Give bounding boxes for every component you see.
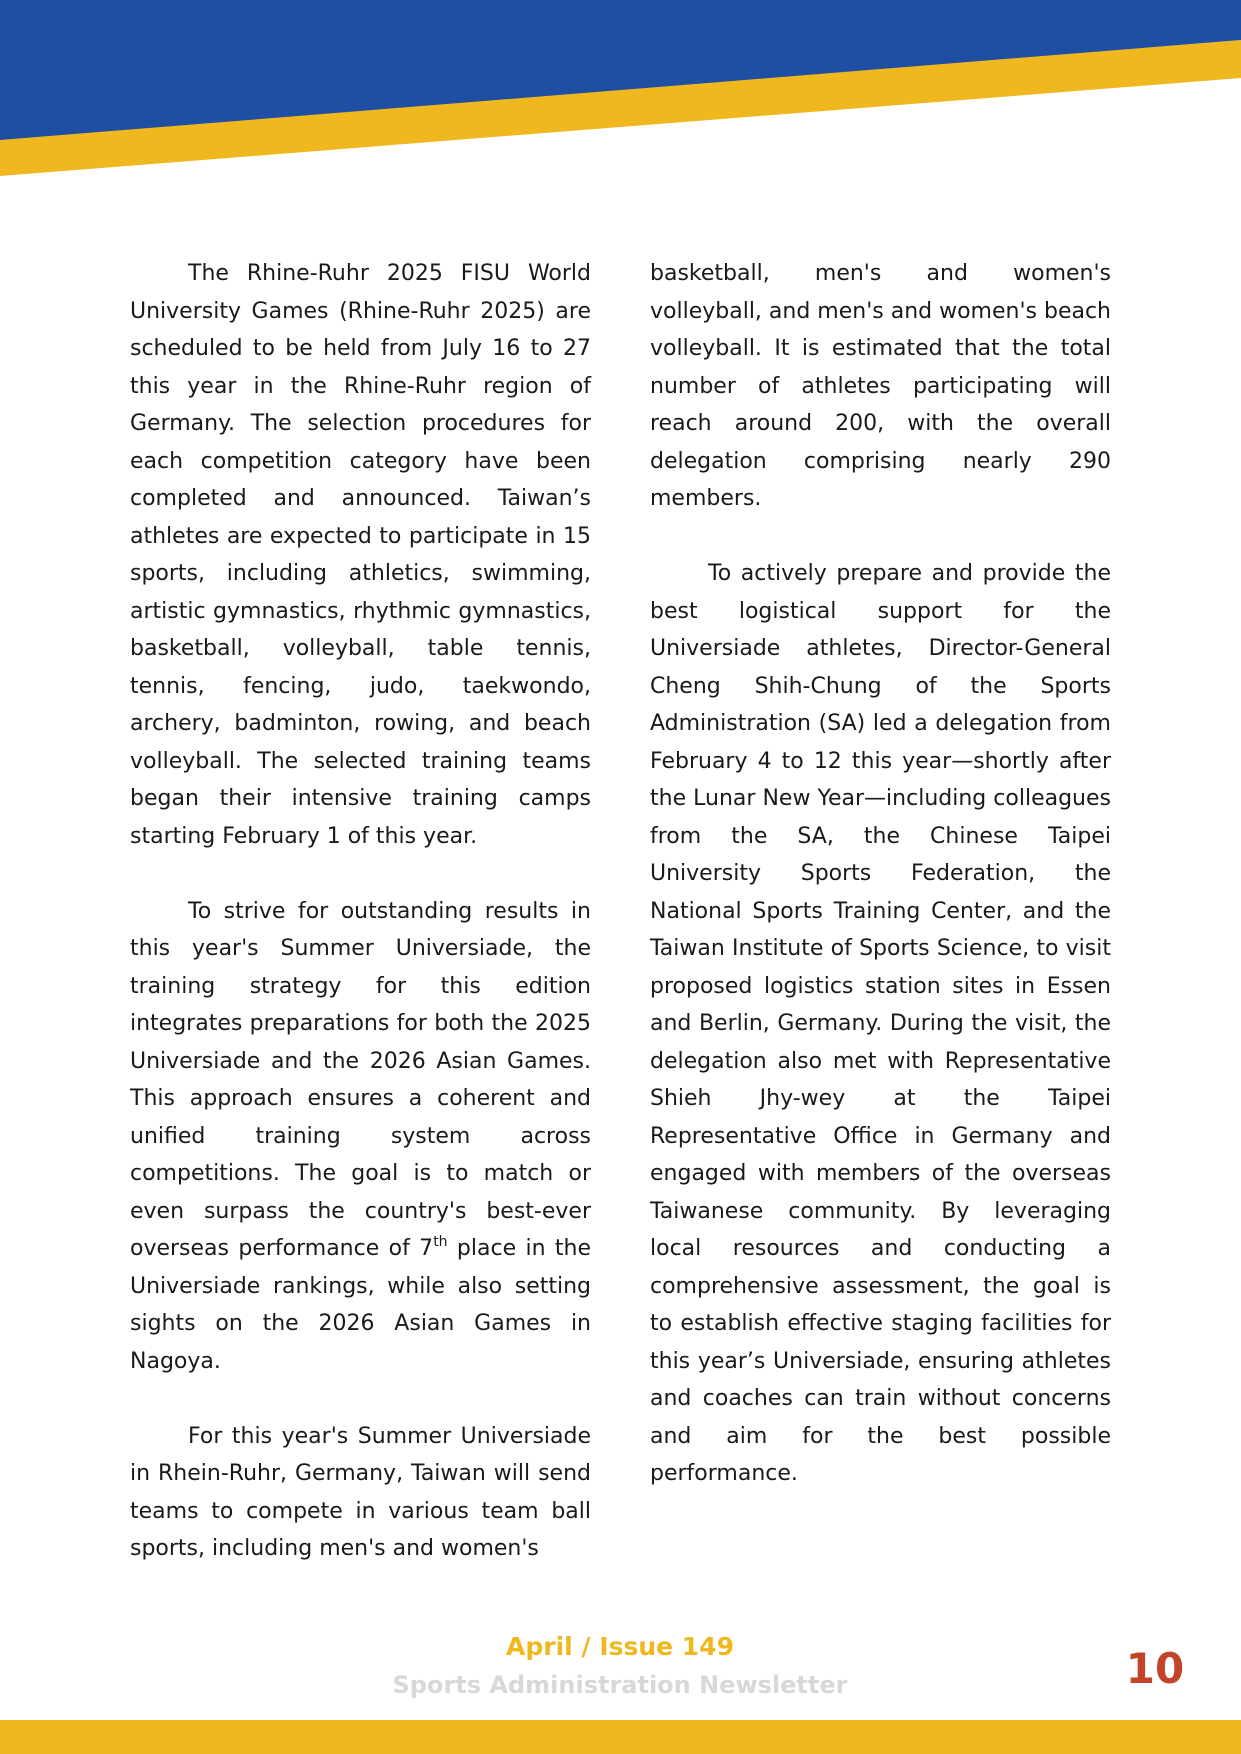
ordinal-suffix: th — [433, 1234, 448, 1250]
paragraph-training-strategy — [130, 893, 591, 1381]
article-left-column — [130, 255, 591, 1605]
issue-label: April / Issue 149 — [506, 1632, 734, 1661]
article-right-column — [650, 255, 1111, 1530]
header-decoration — [0, 0, 1241, 180]
footer-bar — [0, 1720, 1241, 1754]
paragraph-logistics-visit: To actively prepare and provide the best logistical support for the Universiade athletes, Director-General Cheng Shih-Chung of the Sports Administration (SA) led a delegation from February 4 to 12 this year—shortly after the Lunar New Year—including colleagues from the SA, the Chinese Taipei University Sports Federation, the National Sports Training Center, and the Taiwan Institute of Sports Science, to visit proposed logistics station sites in Essen and Berlin, Germany. During the visit, the delegation also met with Representative Shieh Jhy-wey at the Taipei Representative Office in Germany and engaged with members of the overseas Taiwanese community. By leveraging local resources and conducting a comprehensive assessment, the goal is to establish effective staging facilities for this year’s Universiade, ensuring athletes and coaches can train without concerns and aim for the best possible performance. — [650, 561, 1111, 1486]
paragraph-team-sports-continued: basketball, men's and women's volleyball, and men's and women's beach volleyball. It is estimated that the total number of athletes participating will reach around 200, with the overall delegation comprising nearly 290 members. — [650, 261, 1111, 511]
article-body — [130, 255, 1112, 1561]
page-number: 10 — [1125, 1644, 1185, 1693]
newsletter-name: Sports Administration Newsletter — [392, 1671, 848, 1699]
paragraph-games-overview: The Rhine-Ruhr 2025 FISU World University Games (Rhine-Ruhr 2025) are scheduled to be held from July 16 to 27 this year in the Rhine-Ruhr region of Germany. The selection procedures for each competition category have been completed and announced. Taiwan’s athletes are expected to participate in 15 sports, including athletics, swimming, artistic gymnastics, rhythmic gymnastics, basketball, volleyball, table tennis, tennis, fencing, judo, taekwondo, archery, badminton, rowing, and beach volleyball. The selected training teams began their intensive training camps starting February 1 of this year. — [130, 261, 591, 849]
paragraph-team-sports: For this year's Summer Universiade in Rhein-Ruhr, Germany, Taiwan will send teams to compete in various team ball sports, including men's and women's — [130, 1423, 591, 1561]
paragraph-training-strategy-text: To strive for outstanding results in this year's Summer Universiade, the training strategy for this edition integrates preparations for both the 2025 Universiade and the 2026 Asian Games. This approach ensures a coherent and unified training system across competitions. The goal is to match or even surpass the country's best-ever overseas performance of 7 — [130, 898, 591, 1261]
paragraph-training-strategy-text-end: place in the Universiade rankings, while also setting sights on the 2026 Asian Games in Nagoya. — [130, 1236, 591, 1374]
